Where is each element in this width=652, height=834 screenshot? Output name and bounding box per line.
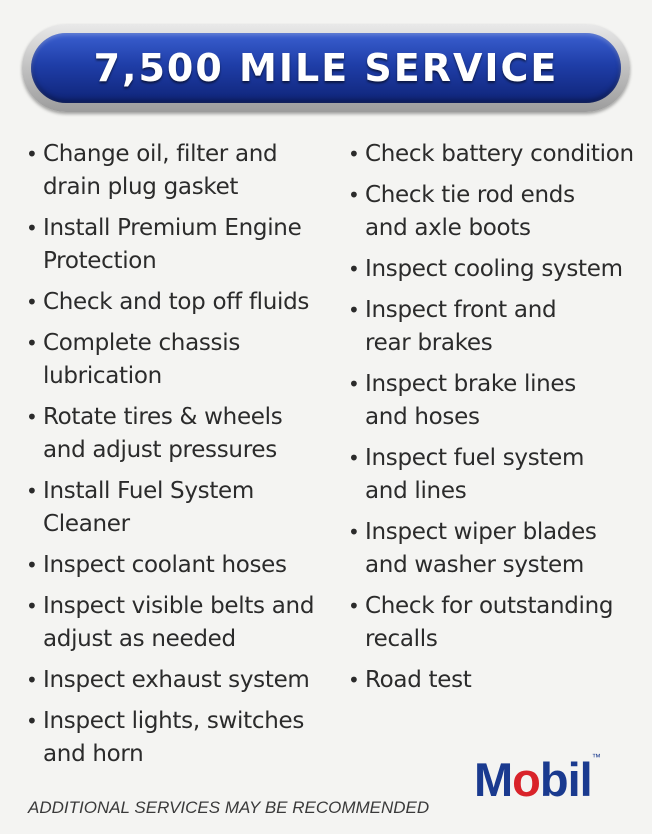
service-list-item [26, 138, 326, 204]
service-list-item [348, 368, 638, 434]
bullet-icon: • [348, 668, 360, 692]
service-item-text: drain plug gasket [43, 174, 239, 200]
service-list-item [26, 327, 326, 393]
service-list-item [348, 294, 638, 360]
service-item-text: Inspect wiper blades [365, 519, 597, 545]
bullet-icon: • [348, 142, 360, 166]
service-list-item [26, 475, 326, 541]
service-item-text: Inspect front and [365, 297, 557, 323]
service-item-text: Inspect coolant hoses [43, 552, 287, 578]
service-item-text: Change oil, filter and [43, 141, 278, 167]
service-list-item [348, 664, 638, 697]
service-item-text: Inspect exhaust system [43, 667, 310, 693]
trademark-symbol: ™ [591, 752, 601, 762]
service-item-text: and lines [365, 478, 467, 504]
logo-text-m: M [474, 753, 513, 806]
bullet-icon: • [26, 668, 38, 692]
service-item-text: Road test [365, 667, 472, 693]
bullet-icon: • [348, 372, 360, 396]
service-list-item [26, 549, 326, 582]
service-banner-inner [31, 33, 621, 103]
service-item-text: recalls [365, 626, 438, 652]
mobil-logo [474, 752, 601, 807]
service-item-text: rear brakes [365, 330, 493, 356]
service-item-text: Complete chassis [43, 330, 241, 356]
service-item-text: and adjust pressures [43, 437, 277, 463]
service-list-item [26, 401, 326, 467]
service-list-item [348, 253, 638, 286]
service-list-item [26, 705, 326, 771]
service-item-text: Install Premium Engine [43, 215, 302, 241]
service-item-text: and washer system [365, 552, 585, 578]
logo-text-o: o [512, 753, 540, 806]
service-list-item [348, 516, 638, 582]
left-service-list [26, 138, 326, 779]
service-list-item [26, 212, 326, 278]
bullet-icon: • [348, 520, 360, 544]
service-item-text: Install Fuel System [43, 478, 255, 504]
footer-note: ADDITIONAL SERVICES MAY BE RECOMMENDED [28, 798, 430, 817]
service-item-text: Inspect lights, switches [43, 708, 305, 734]
service-item-text: and horn [43, 741, 144, 767]
service-list-item [26, 664, 326, 697]
service-list-item [26, 286, 326, 319]
service-item-text: Check for outstanding [365, 593, 614, 619]
bullet-icon: • [348, 594, 360, 618]
service-item-text: Cleaner [43, 511, 130, 537]
bullet-icon: • [26, 709, 38, 733]
service-list-item [348, 179, 638, 245]
service-item-text: Check battery condition [365, 141, 634, 167]
bullet-icon: • [26, 216, 38, 240]
service-item-text: and hoses [365, 404, 480, 430]
page-title: 7,500 MILE SERVICE [93, 46, 559, 90]
service-item-text: Protection [43, 248, 157, 274]
service-item-text: Check tie rod ends [365, 182, 575, 208]
bullet-icon: • [26, 553, 38, 577]
service-item-text: Inspect brake lines [365, 371, 576, 397]
service-item-text: Rotate tires & wheels [43, 404, 283, 430]
bullet-icon: • [348, 446, 360, 470]
service-banner [22, 24, 630, 112]
bullet-icon: • [26, 331, 38, 355]
service-list-item [348, 590, 638, 656]
service-item-text: Inspect visible belts and [43, 593, 315, 619]
service-item-text: Check and top off fluids [43, 289, 310, 315]
logo-text-bil: bil [539, 753, 592, 806]
bullet-icon: • [26, 290, 38, 314]
bullet-icon: • [348, 257, 360, 281]
service-item-text: adjust as needed [43, 626, 236, 652]
bullet-icon: • [348, 298, 360, 322]
bullet-icon: • [348, 183, 360, 207]
service-item-text: Inspect fuel system [365, 445, 585, 471]
bullet-icon: • [26, 594, 38, 618]
service-item-text: Inspect cooling system [365, 256, 623, 282]
service-list-item [26, 590, 326, 656]
service-item-text: lubrication [43, 363, 162, 389]
service-item-text: and axle boots [365, 215, 531, 241]
service-list-item [348, 138, 638, 171]
service-list-item [348, 442, 638, 508]
bullet-icon: • [26, 405, 38, 429]
right-service-list [348, 138, 638, 705]
bullet-icon: • [26, 142, 38, 166]
bullet-icon: • [26, 479, 38, 503]
